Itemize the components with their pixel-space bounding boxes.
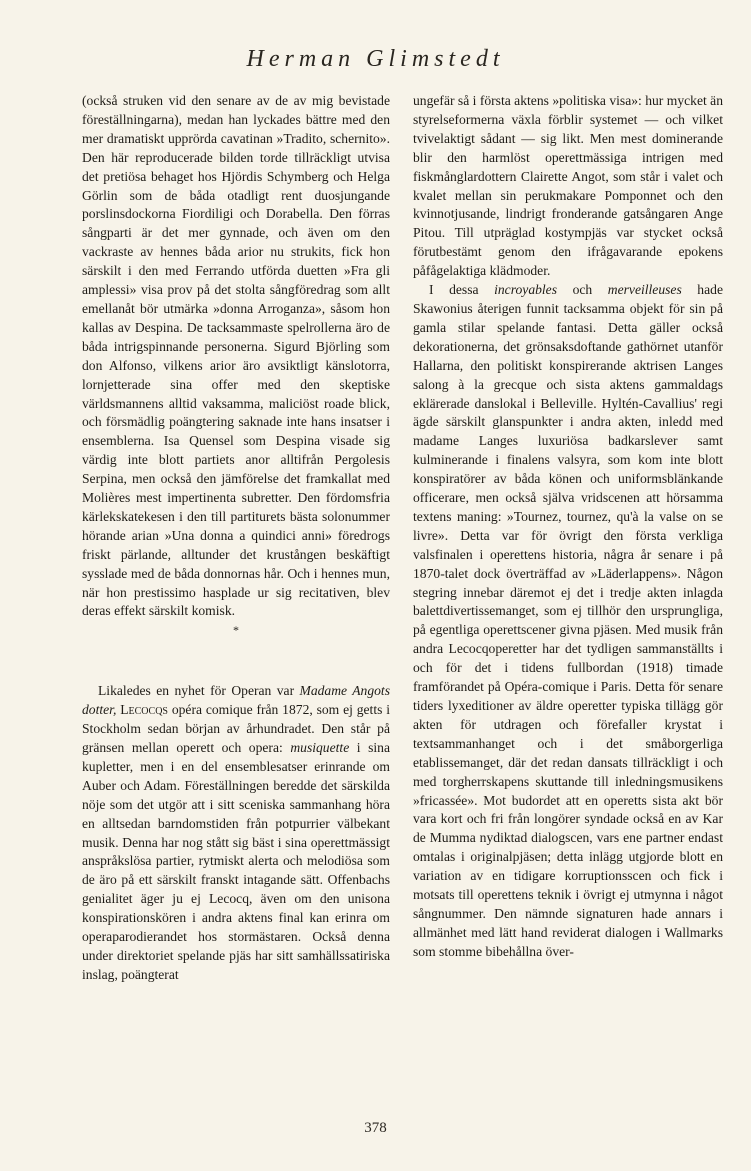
paragraph: ungefär så i första aktens »politiska visa»: hur mycket än styrelseformerna växla förblir systemet — och vilket tvivelaktigt sådant — sig likt. Men mest dominerande blir den harmlöst operettmässiga intrigen med fiskmånglardottern Clairette Angot, som står i valet och kvalet mellan sin perukmakare Pomponnet och den kvinnotjusande, lindrigt fronderande gatsångaren Ange Pitou. Till utpräglad kostympjäs var stycket också förutbestämt genom den ifrågavarande epokens påfågelaktiga klädmoder. (413, 93, 723, 279)
text-run: i sina kupletter, men i en del ensemblesatser erinrande om Auber och Adam. Föreställningen beredde det särskilda nöje som det utgör att i sitt sceniska sammanhang höra en alltsedan barndomstiden från potpurrier välbekant musik. Denna har nog stått sig bäst i sina operettmässigt anspråkslösa partier, rytmiskt alerta och melodiösa som de äro på ett särskilt franskt intagande sätt. Offenbachs genialitet äger ju ej Lecocq, även om den unisona konspirationskören i andra aktens final kan erinra om operaparodierandet hos stormästaren. Också denna under direktoriet spelande pjäs har sitt samhällssatiriska inslag, poängterat (82, 740, 390, 982)
text-run: hade Skawonius återigen funnit tacksamma objekt för sin på gamla stilar spelande fantasi. Detta gäller också dekorationerna, det grönsaksdoftande gathörnet utanför Hallarna, den politiskt konspirerande aktrisen Langes salong à la grecque och sista aktens gammaldags eklärerade danslokal i Belleville. Hyltén-Cavallius' regi ägde särskilt glanspunkter i andra akten, inledd med madame Langes luxuriösa badkarslever samt kulminerande i finalens valsyra, som kom inte blott konspiratörer av båda könen och uniformsblänkande officerare, men också själva vridscenen att hörsamma textens maning: »Tournez, tournez, qu'à la valse on se livre». Detta var för övrigt den första verkliga valsfinalen i operettens historia, några år senare i på 1870-talet dock överträffad av »Läderlappens». Någon stegring innebar däremot ej det i tredje akten inlagda balettdivertissemanget, som ej tillhör den ursprungliga, på egentliga operettscener givna pjäsen. Med musik från andra Lecocqoperetter har det tydligen sammanställts i och för det i tidens fullbordan (1918) timade framförandet på Opéra-comique i Paris. Detta för senare tiders lyxeditioner av äldre operetter typiska tillägg gör akten för utdragen och förefaller krystat i textsammanhanget och i det småborgerliga etablissemanget, där det redan dansats tillräckligt i och med torgherrskapens skuttande till inledningsmusikens »fricassée». Mot budordet att en operetts sista akt bör vara kort och fri från longörer syndade också en av Kar de Mumma nydiktad dialogscen, vars ene partner endast omtalas i originalpjäsen; detta inlägg utgjorde blott en variation av en tidigare korruptionsscen och fick i motsats till operettens teknik i övrigt ej utmynna i något sångnummer. Den nämnde signaturen hade annars i allmänhet med lätt hand reviderat dialogen i Wallmarks som stomme bibehållna över- (413, 282, 723, 959)
italic-term: merveilleuses (607, 282, 682, 298)
section-separator: * (233, 623, 239, 638)
page-number: 378 (364, 1120, 387, 1136)
paragraph (82, 682, 390, 985)
work-title: Madame Angots dotter, (82, 683, 390, 718)
running-header: Herman Glimstedt (246, 46, 505, 72)
right-column (413, 92, 723, 962)
paragraph (413, 281, 723, 962)
paragraph: (också struken vid den senare av de av mig bevistade föreställningarna), medan han lyckades bättre med den mer dramatiskt upprörda cavatinan »Tradito, schernito». Den här reproducerade bilden torde tillräckligt utvisa det pretiösa behaget hos Hjördis Schymberg och Helga Görlin som de båda otadligt rent duosjungande porslinsdockorna Fiordiligi och Dorabella. Den förras sångparti är det mer gynnade, och även om den vackraste av hennes båda arior nu strukits, fick hon särskilt i den med Ferrando utförda duetten »Fra gli amplessi» visa prov på det stolta sångföredrag som allt emellanåt bör utmärka »donna Arroganza», såsom hon kallas av Despina. De tacksammaste spelrollerna äro de båda intrigspinnande personerna. Sigurd Björling som don Alfonso, vilkens arior äro avsiktligt känslotorra, lornjetterade sina offer med den skeptiske världsmannens alltid vaksamma, maliciöst roade blick, och försmädlig poängtering saknade inte hans insatser i ensemblerna. Isa Quensel som Despina visade sig värdig inte blott partiets anor alltifrån Pergolesis Serpina, men också den jämförelse det framkallat med Molières mest impertinenta subretter. Den fördomsfria kärlekskatekesen i den till partiturets bästa solonummer hörande arian »Una donna a quindici anni» föredrogs friskt pärlande, alltunder det krustången beskäftigt sysslade med de båda donnornas hår. Och i hennes mun, när hon prestissimo hasplade ur sig recitativen, blev deras effekt särskilt komisk. (82, 93, 390, 619)
text-run: och (557, 282, 608, 298)
italic-term: musiquette (290, 740, 350, 755)
text-run: I dessa (429, 282, 495, 298)
italic-term: incroyables (494, 282, 558, 298)
composer-name: Lecocqs (120, 702, 168, 718)
text-run: Likaledes en nyhet för Operan var (98, 683, 300, 699)
text-run: opéra comique från 1872, som ej getts i Stockholm sedan början av århundradet. Den står på gränsen mellan operett och opera: (82, 702, 391, 755)
left-column (82, 92, 390, 985)
